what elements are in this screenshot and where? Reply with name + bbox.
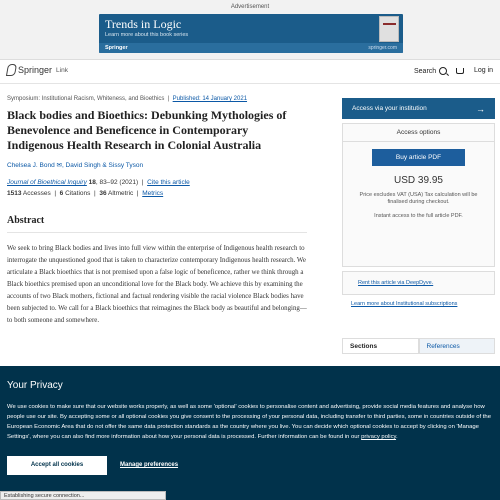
abstract-heading: Abstract — [7, 215, 45, 226]
institution-access-label: Access via your institution — [352, 105, 427, 112]
brand-name: Springer — [18, 65, 53, 75]
ad-footer — [99, 43, 403, 53]
ad-logo: Springer — [105, 45, 128, 51]
ad-url: springer.com — [368, 45, 397, 51]
volume: 18 — [88, 179, 96, 186]
privacy-heading: Your Privacy — [7, 380, 63, 391]
institution-access-button[interactable] — [342, 98, 495, 119]
arrow-right-icon: → — [476, 104, 485, 114]
access-options-title: Access options — [343, 124, 494, 142]
deepdyve-link[interactable]: Rent this article via DeepDyve. — [358, 280, 434, 286]
pages: , 83–92 (2021) — [95, 179, 139, 186]
article-meta: Symposium: Institutional Racism, Whiteness, and Bioethics | Published: 14 January 2021 — [7, 96, 248, 102]
journal-link[interactable]: Journal of Bioethical Inquiry — [7, 179, 87, 186]
instant-access-note: Instant access to the full article PDF. — [374, 213, 463, 219]
abstract-text: We seek to bring Black bodies and lives into full view within the enterprise of Indigenous health research to interrogate the unquestioned good that is taken to characterize contemporary Indigenous health research. We articulate a Black bioethics that is not premised upon a false logic of beneficence, rather we think through a Black bioethics premised upon an unconditional love for the Black body. We achieve this by examining the accounts of two Black mothers, fictional and factual rendering visible the racial violence Black bodies have been subjected to. We call for a Black bioethics that reimagines the Black body as beautiful and belonging—to both someone and somewhere. — [7, 245, 307, 324]
cite-link[interactable]: Cite this article — [147, 179, 190, 186]
buy-pdf-button[interactable]: Buy article PDF — [372, 149, 465, 166]
symposium-label: Symposium: Institutional Racism, Whiteness, and Bioethics — [7, 96, 165, 102]
article-main — [7, 96, 307, 327]
metrics-link[interactable]: Metrics — [142, 190, 164, 197]
page-title: Black bodies and Bioethics: Debunking Mythologies of Benevolence and Beneficence in Contemporary Indigenous Health Research in Colonial Australia — [7, 108, 287, 152]
journal-citation: Journal of Bioethical Inquiry 18, 83–92 (2021) | Cite this article — [7, 179, 190, 186]
citations-label: Citations — [65, 190, 91, 197]
top-nav — [0, 60, 500, 84]
published-date[interactable]: Published: 14 January 2021 — [172, 96, 248, 102]
price: USD 39.95 — [394, 175, 443, 186]
divider — [7, 232, 307, 233]
ad-label: Advertisement — [230, 4, 270, 10]
citations-count: 6 — [59, 190, 64, 197]
accept-cookies-button[interactable]: Accept all cookies — [7, 456, 107, 475]
privacy-policy-link[interactable]: privacy policy — [361, 434, 397, 440]
privacy-body: We use cookies to make sure that our website works properly, as well as some 'optional' cookies to personalise content and advertising, provide social media features and analyse how people use our site. By accepting some or all optional cookies you give consent to the processing of your personal data, including transfer to third parties, some in countries outside of the European Economic Area that do not offer the same data protection standards as the country where you live. You can decide which optional cookies to accept by clicking on 'Manage Settings', where you can also find more information about how your personal data is processed. Further information can be found in our — [7, 404, 491, 440]
ad-title: Trends in Logic — [105, 17, 182, 31]
brand-link: Link — [56, 66, 68, 74]
ad-banner[interactable] — [99, 14, 403, 53]
book-cover-icon — [379, 16, 399, 42]
access-sidebar — [342, 98, 495, 350]
rent-box — [342, 271, 495, 295]
author-list[interactable]: Chelsea J. Bond ✉, David Singh & Sissy Tyson — [7, 162, 144, 169]
springer-horse-icon — [6, 64, 17, 76]
browser-status-bar: Establishing secure connection... — [0, 491, 166, 500]
subscriptions-link[interactable]: Learn more about Institutional subscriptions — [351, 301, 458, 307]
altmetric-count: 36 — [99, 190, 107, 197]
ad-subtitle: Learn more about this book series — [105, 32, 189, 38]
price-note: Price excludes VAT (USA) Tax calculation will be finalised during checkout. — [359, 192, 478, 205]
access-options-box — [342, 123, 495, 267]
accesses-label: Accesses — [22, 190, 51, 197]
login-link[interactable]: Log in — [474, 67, 494, 74]
manage-preferences-button[interactable]: Manage preferences — [120, 462, 179, 468]
cookie-consent-banner — [0, 366, 500, 500]
article-metrics: 1513 Accesses | 6 Citations | 36 Altmetric | Metrics — [7, 190, 164, 197]
section-tabs — [342, 338, 495, 354]
search-icon — [439, 67, 447, 75]
springer-link-logo[interactable] — [7, 64, 68, 76]
privacy-text: We use cookies to make sure that our website works properly, as well as some 'optional' cookies to personalise content and advertising, provide social media features and analyse how people use our site. By accepting some or all optional cookies you give consent to the processing of your personal data, including transfer to third parties, some in countries outside of the European Economic Area that do not offer the same data protection standards as the country where you live. You can decide which optional cookies to accept by clicking on 'Manage Settings', where you can also find more information about how your personal data is processed. Further information can be found in our privacy policy. — [7, 404, 491, 440]
search-label: Search — [414, 67, 437, 75]
tab-references[interactable]: References — [419, 338, 496, 353]
advertisement-bar — [0, 0, 500, 60]
altmetric-label: Altmetric — [108, 190, 134, 197]
tab-sections[interactable]: Sections — [342, 338, 419, 353]
search-button[interactable] — [414, 67, 447, 75]
cart-icon[interactable] — [456, 68, 464, 74]
accesses-count: 1513 — [7, 190, 22, 197]
subscriptions-info — [342, 301, 495, 307]
